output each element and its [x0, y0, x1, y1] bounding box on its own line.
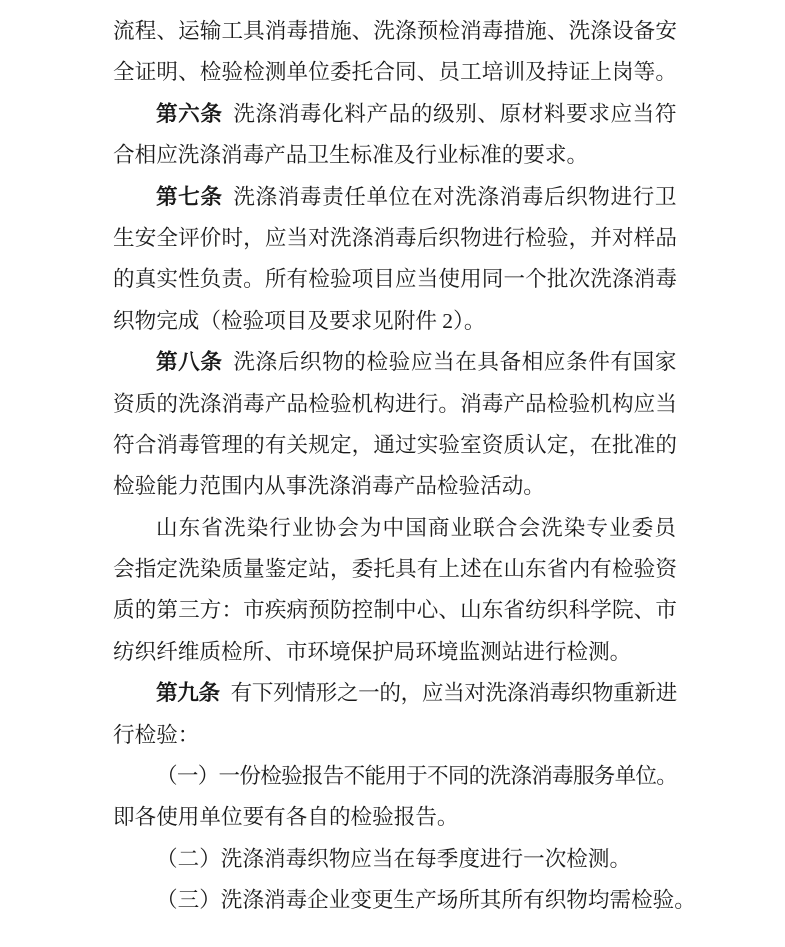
- article-heading: 第六条: [156, 101, 223, 126]
- line-content: [156, 880, 696, 921]
- line-text: 资质的洗涤消毒产品检验机构进行。消毒产品检验机构应当: [113, 391, 678, 416]
- line-content: [113, 632, 631, 673]
- line-text: 洗涤消毒责任单位在对洗涤消毒后织物进行卫: [233, 184, 678, 209]
- text-line: [113, 508, 677, 549]
- line-content: [113, 425, 677, 466]
- line-content: [156, 342, 677, 383]
- text-line: [113, 880, 696, 921]
- line-content: [156, 673, 677, 714]
- text-line: [113, 301, 677, 342]
- text-line: [113, 715, 677, 756]
- line-text: 全证明、检验检测单位委托合同、员工培训及持证上岗等。: [113, 60, 678, 85]
- text-line: [113, 259, 677, 300]
- line-content: [113, 715, 199, 756]
- text-line: [113, 218, 677, 259]
- line-content: [156, 177, 677, 218]
- line-text: 符合消毒管理的有关规定，通过实验室资质认定，在批准的: [113, 432, 678, 457]
- line-text: 即各使用单位要有各自的检验报告。: [113, 805, 459, 830]
- line-content: [113, 52, 677, 93]
- line-content: [156, 508, 677, 549]
- line-content: [113, 11, 677, 52]
- line-text: 洗涤后织物的检验应当在具备相应条件有国家: [233, 350, 678, 375]
- document-body: [113, 11, 696, 922]
- line-text: 质的第三方：市疾病预防控制中心、山东省纺织科学院、市: [113, 598, 678, 623]
- text-line: [113, 342, 677, 383]
- line-text: 洗涤消毒化料产品的级别、原材料要求应当符: [233, 101, 678, 126]
- line-content: [113, 797, 459, 838]
- line-text: 纺织纤维质检所、市环境保护局环境监测站进行检测。: [113, 639, 632, 664]
- line-text: 流程、运输工具消毒措施、洗涤预检消毒措施、洗涤设备安: [113, 19, 678, 43]
- line-content: [113, 384, 677, 425]
- text-line: [113, 177, 677, 218]
- line-content: [156, 756, 677, 797]
- line-text: 行检验：: [113, 722, 200, 747]
- line-content: [113, 590, 677, 631]
- line-content: [156, 839, 631, 880]
- line-content: [113, 259, 677, 300]
- text-line: [113, 94, 677, 135]
- text-line: [113, 11, 677, 52]
- article-heading: 第八条: [156, 350, 223, 375]
- text-line: [113, 673, 677, 714]
- line-content: [113, 549, 677, 590]
- text-line: [113, 590, 677, 631]
- text-line: [113, 135, 677, 176]
- line-text: 会指定洗染质量鉴定站，委托具有上述在山东省内有检验资: [113, 557, 678, 582]
- line-content: [113, 466, 545, 507]
- text-line: [113, 425, 677, 466]
- line-text: 织物完成（检验项目及要求见附件 2）。: [113, 308, 486, 333]
- line-text: 检验能力范围内从事洗涤消毒产品检验活动。: [113, 474, 545, 499]
- line-text: 有下列情形之一的，应当对洗涤消毒织物重新进: [230, 681, 677, 706]
- line-content: [113, 218, 677, 259]
- article-heading: 第七条: [156, 184, 223, 209]
- line-text: 生安全评价时，应当对洗涤消毒后织物进行检验，并对样品: [113, 225, 678, 250]
- line-content: [156, 94, 677, 135]
- line-text: 合相应洗涤消毒产品卫生标准及行业标准的要求。: [113, 143, 589, 168]
- text-line: [113, 52, 677, 93]
- text-line: [113, 384, 677, 425]
- article-heading: 第九条: [156, 681, 220, 706]
- line-content: [113, 301, 486, 342]
- text-line: [113, 549, 677, 590]
- text-line: [113, 797, 677, 838]
- line-text: （一）一份检验报告不能用于不同的洗涤消毒服务单位。: [156, 764, 678, 789]
- text-line: [113, 632, 677, 673]
- text-line: [113, 839, 677, 880]
- text-line: [113, 756, 677, 797]
- line-text: 山东省洗染行业协会为中国商业联合会洗染专业委员: [156, 515, 678, 540]
- line-text: （二）洗涤消毒织物应当在每季度进行一次检测。: [156, 846, 632, 871]
- text-line: [113, 466, 677, 507]
- line-text: （三）洗涤消毒企业变更生产场所其所有织物均需检验。: [156, 888, 696, 913]
- line-text: 的真实性负责。所有检验项目应当使用同一个批次洗涤消毒: [113, 267, 678, 292]
- line-content: [113, 135, 588, 176]
